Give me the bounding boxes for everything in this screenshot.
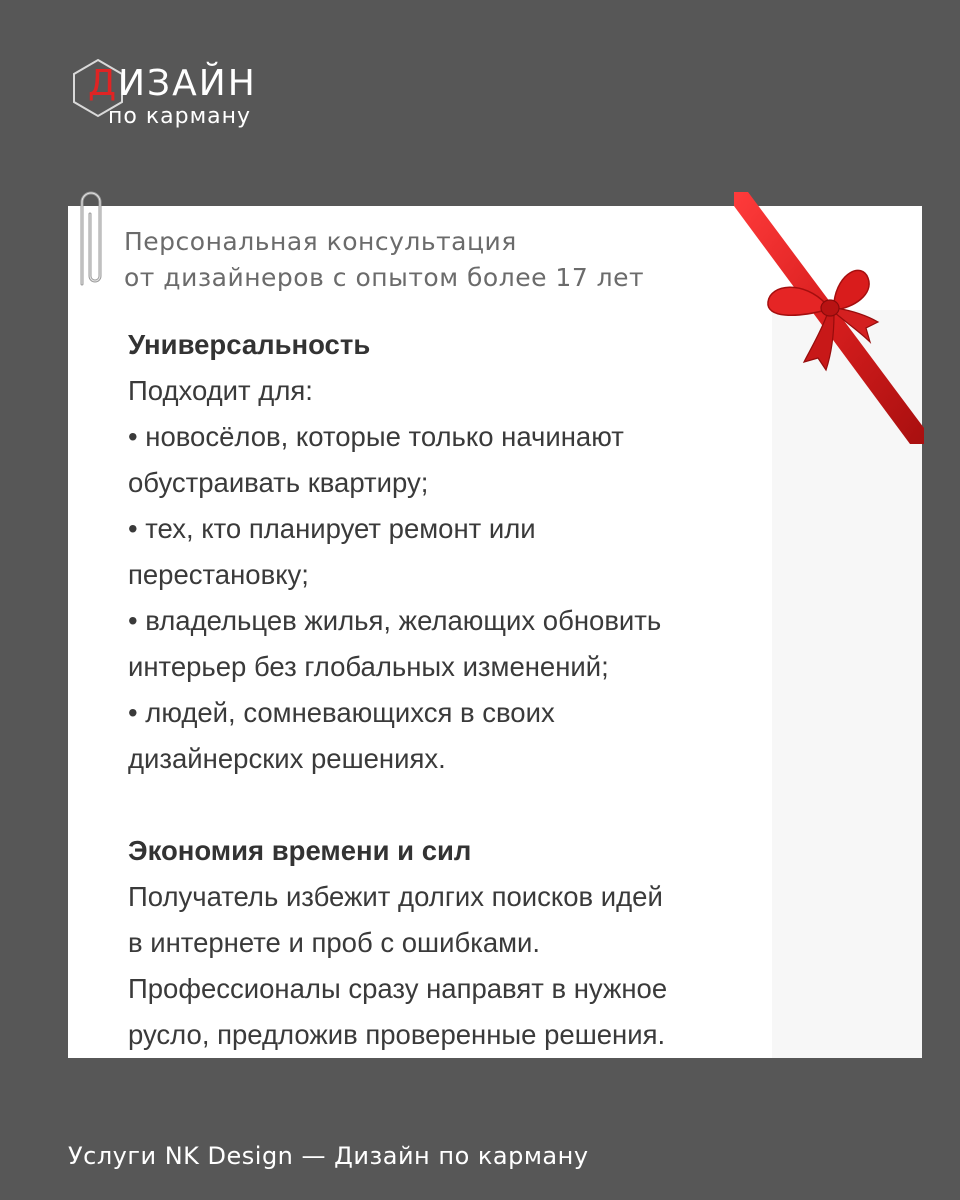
section-heading-time-saving: Экономия времени и сил	[128, 835, 472, 866]
section-line: обустраивать квартиру;	[128, 467, 429, 498]
section-spacer	[128, 782, 768, 828]
logo-title	[88, 63, 257, 104]
section-line: дизайнерских решениях.	[128, 743, 446, 774]
card-header-text	[124, 224, 644, 296]
logo-subtitle: по карману	[108, 104, 252, 129]
gift-ribbon-bow-icon	[734, 192, 924, 444]
card-body-text	[128, 322, 768, 1058]
section-heading-universality: Универсальность	[128, 329, 371, 360]
section-line: в интернете и проб с ошибками.	[128, 927, 541, 958]
section-line: • тех, кто планирует ремонт или	[128, 513, 536, 544]
card-header-line-2: от дизайнеров с опытом более 17 лет	[124, 263, 645, 292]
section-line: перестановку;	[128, 559, 309, 590]
card-header-line-1: Персональная консультация	[124, 227, 517, 256]
logo-accent-letter: Д	[88, 63, 119, 104]
section-line: интерьер без глобальных изменений;	[128, 651, 609, 682]
paperclip-icon	[72, 184, 106, 294]
section-line: Получатель избежит долгих поисков идей	[128, 881, 663, 912]
section-line: русло, предложив проверенные решения.	[128, 1019, 666, 1050]
section-line: Подходит для:	[128, 375, 313, 406]
card-body	[68, 310, 772, 1058]
section-line: Профессионалы сразу направят в нужное	[128, 973, 668, 1004]
section-line: • владельцев жилья, желающих обновить	[128, 605, 662, 636]
footer-caption: Услуги NK Design — Дизайн по карману	[68, 1142, 589, 1170]
section-line: • людей, сомневающихся в своих	[128, 697, 555, 728]
section-line: • новосёлов, которые только начинают	[128, 421, 624, 452]
logo-title-rest: ИЗАЙН	[118, 63, 257, 104]
brand-logo	[68, 56, 288, 136]
